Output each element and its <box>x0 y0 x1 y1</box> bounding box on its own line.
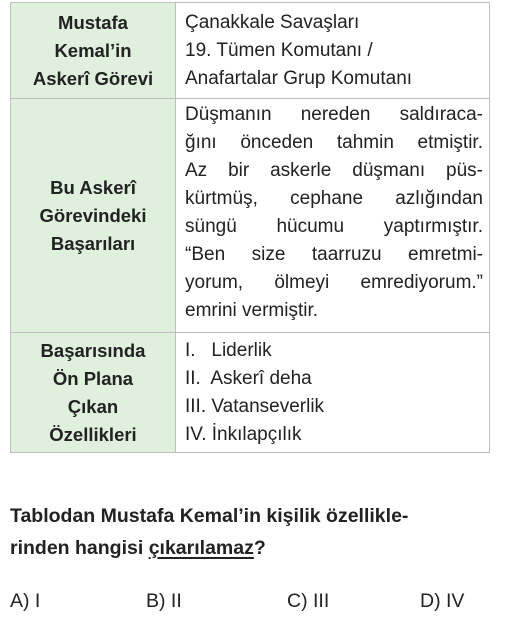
value-line: süngü hücumu yaptırmıştır. <box>185 216 483 237</box>
value-line: kürtmüş, cephane azlığından <box>185 188 483 209</box>
question-line <box>10 532 496 564</box>
value-line: ğını önceden tahmin etmiştir. <box>185 132 483 153</box>
table-row-achievements <box>11 99 490 333</box>
option-c[interactable]: C) III <box>287 590 330 612</box>
label-line: Başarısında <box>40 339 146 361</box>
table-row-task <box>11 3 490 99</box>
row-label-traits <box>11 333 176 453</box>
trait-item: IV. İnkılapçılık <box>185 424 302 445</box>
value-line: emrini vermiştir. <box>185 300 319 321</box>
label-line: Bu Askerî <box>50 176 136 198</box>
question-text <box>10 500 496 564</box>
value-line: 19. Tümen Komutanı / <box>185 40 373 61</box>
row-value-military-task <box>176 3 490 99</box>
row-label-military-task <box>11 3 176 99</box>
label-line: Çıkan <box>67 395 119 417</box>
value-line: Çanakkale Savaşları <box>185 12 360 33</box>
answer-options <box>10 590 496 620</box>
label-line: Kemal’in <box>54 39 132 61</box>
question-line2-prefix: rinden hangisi <box>10 537 149 559</box>
option-a[interactable]: A) I <box>10 590 41 612</box>
trait-item: III. Vatanseverlik <box>185 396 325 417</box>
value-line: yorum, ölmeyi emrediyorum.” <box>185 272 483 293</box>
trait-item: I. Liderlik <box>185 340 272 361</box>
label-line: Özellikleri <box>49 423 137 445</box>
option-b[interactable]: B) II <box>146 590 182 612</box>
option-d[interactable]: D) IV <box>420 590 465 612</box>
question-mark: ? <box>253 537 266 559</box>
trait-item: II. Askerî deha <box>185 368 312 389</box>
row-label-achievements <box>11 99 176 333</box>
value-line: Anafartalar Grup Komutanı <box>185 68 413 89</box>
value-line: “Ben size taarruzu emretmi- <box>185 244 483 265</box>
row-value-achievements <box>176 99 490 333</box>
value-line: Az bir askerle düşmanı püs- <box>185 160 483 181</box>
label-line: Mustafa <box>58 11 128 33</box>
value-line: Düşmanın nereden saldıraca- <box>185 104 483 125</box>
info-table <box>10 2 490 453</box>
label-line: Başarıları <box>50 232 136 254</box>
label-line: Askerî Görevi <box>32 67 154 89</box>
row-value-traits <box>176 333 490 453</box>
question-line: Tablodan Mustafa Kemal’in kişilik özellikle- <box>10 505 409 527</box>
question-underlined-word: çıkarılamaz <box>148 537 254 559</box>
table-row-traits <box>11 333 490 453</box>
label-line: Ön Plana <box>52 367 134 389</box>
label-line: Görevindeki <box>39 204 147 226</box>
